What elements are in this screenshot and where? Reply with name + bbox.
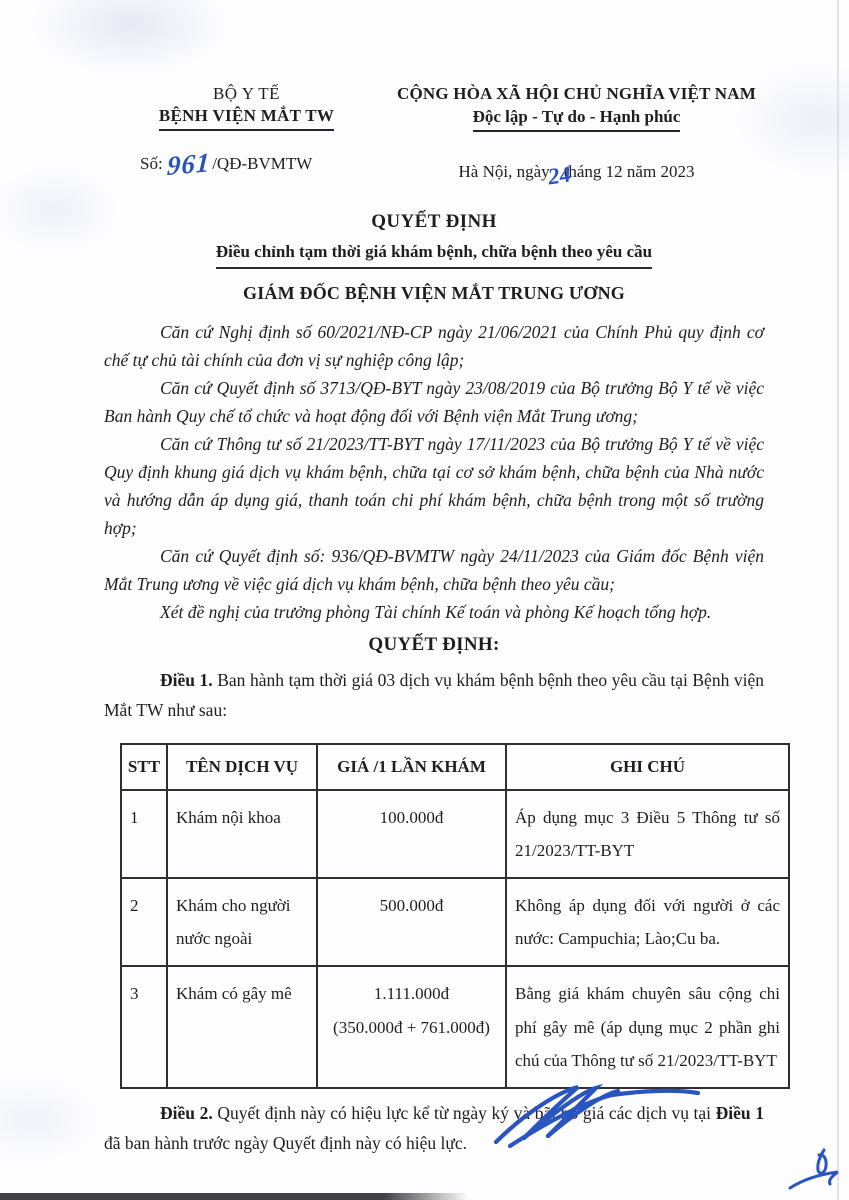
article-1 [104,665,764,725]
doc-no-prefix: Số: [140,154,163,173]
cell-stt: 2 [121,878,167,966]
preamble-paragraph: Căn cứ Nghị định số 60/2021/NĐ-CP ngày 21/06/2021 của Chính Phủ quy định cơ chế tự chủ tài chính của đơn vị sự nghiệp công lập; [104,322,764,370]
national-motto-block [389,84,764,132]
article-1-label: Điều 1. [160,670,213,690]
cell-stt: 3 [121,966,167,1087]
issuing-org-block [104,84,389,132]
handwritten-doc-number: 961 [166,146,211,182]
col-header-stt: STT [121,744,167,790]
table-header-row [121,744,789,790]
service-price-table [120,743,790,1089]
place-date-prefix: Hà Nội, ngày [458,162,550,181]
cell-price [317,966,506,1087]
col-header-service: TÊN DỊCH VỤ [167,744,317,790]
preamble [104,318,764,626]
cell-note: Áp dụng mục 3 Điều 5 Thông tư số 21/2023/TT-BYT [506,790,789,878]
col-header-price: GIÁ /1 LẦN KHÁM [317,744,506,790]
document-header [104,84,764,132]
place-date-suffix: tháng 12 năm 2023 [563,162,695,181]
cell-note: Bằng giá khám chuyên sâu cộng chi phí gây mê (áp dụng mục 2 phần ghi chú của Thông tư số 21/2023/TT-BYT [506,966,789,1087]
col-header-note: GHI CHÚ [506,744,789,790]
cell-service-name: Khám có gây mê [167,966,317,1087]
paraph-ink-icon [784,1144,846,1194]
table-row [121,790,789,878]
document-number [104,146,389,185]
preamble-paragraph: Căn cứ Quyết định số: 936/QĐ-BVMTW ngày 24/11/2023 của Giám đốc Bệnh viện Mắt Trung ương về việc giá dịch vụ khám bệnh, chữa bệnh theo yêu cầu; [104,546,764,594]
signature-ink-icon [488,1080,703,1155]
cell-service-name: Khám nội khoa [167,790,317,878]
cell-service-name: Khám cho người nước ngoài [167,878,317,966]
article-2-label: Điều 2. [160,1102,213,1123]
preamble-paragraph: Căn cứ Quyết định số 3713/QĐ-BYT ngày 23/08/2019 của Bộ trưởng Bộ Y tế về việc Ban hành Quy chế tổ chức và hoạt động đối với Bệnh viện Mắt Trung ương; [104,378,764,426]
preamble-paragraph: Xét đề nghị của trưởng phòng Tài chính Kế toán và phòng Kế hoạch tổng hợp. [160,602,712,622]
table-row [121,878,789,966]
place-and-date [389,154,764,190]
issuing-authority-title: GIÁM ĐỐC BỆNH VIỆN MẮT TRUNG ƯƠNG [243,283,625,303]
article-2-text: đã ban hành trước ngày Quyết định này có hiệu lực. [104,1132,468,1153]
article-2-text: Quyết định này có hiệu lực kể từ ngày ký và bãi bỏ giá các dịch vụ tại [212,1102,716,1123]
cell-price-breakdown: (350.000đ + 761.000đ) [333,1017,490,1037]
scan-artifact-band [0,1193,468,1200]
cell-note: Không áp dụng đối với người ở các nước: Campuchia; Lào;Cu ba. [506,878,789,966]
cell-price-main: 1.111.000đ [373,984,450,1004]
decision-subtitle: Điều chỉnh tạm thời giá khám bệnh, chữa bệnh theo yêu cầu [216,242,652,269]
handwritten-day: 24 [545,161,573,190]
article-1-reference: Điều 1 [715,1102,765,1123]
decision-heading: QUYẾT ĐỊNH: [368,634,500,655]
article-1-text: Ban hành tạm thời giá 03 dịch vụ khám bệnh bệnh theo yêu cầu tại Bệnh viện Mắt TW như sau: [104,670,765,720]
cell-price: 500.000đ [317,878,506,966]
parent-org-name: BỘ Y TẾ [212,84,281,103]
decision-title: QUYẾT ĐỊNH [371,211,497,232]
cell-price: 100.000đ [317,790,506,878]
document-number-row [104,146,764,190]
national-title: CỘNG HÒA XÃ HỘI CHỦ NGHĨA VIỆT NAM [397,84,756,103]
national-motto: Độc lập - Tự do - Hạnh phúc [473,107,681,132]
preamble-paragraph: Căn cứ Thông tư số 21/2023/TT-BYT ngày 17/11/2023 của Bộ trưởng Bộ Y tế về việc Quy định khung giá dịch vụ khám bệnh, chữa tại cơ sở khám bệnh, chữa bệnh của Nhà nước và hướng dẫn áp dụng giá, thanh toán chi phí khám bệnh, chữa bệnh trong một số trường hợp; [104,434,764,538]
table-row [121,966,789,1087]
document-content [104,84,780,1175]
org-name: BỆNH VIỆN MẮT TW [159,106,334,131]
cell-stt: 1 [121,790,167,878]
doc-no-suffix: /QĐ-BVMTW [212,154,313,173]
